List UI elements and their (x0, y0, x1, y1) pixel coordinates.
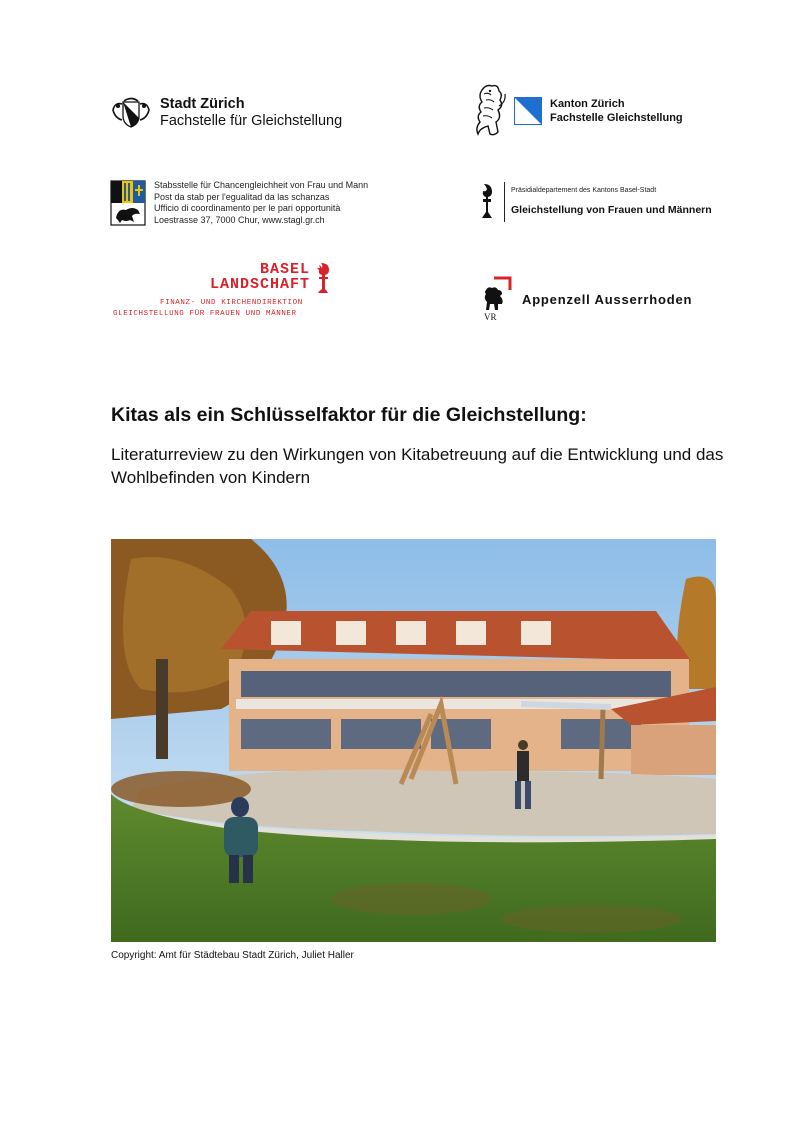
logo-basel-landschaft (112, 262, 332, 322)
logo-stadt-zuerich (110, 96, 342, 130)
basel-stadt-divider (504, 182, 505, 222)
logo-graubuenden (110, 180, 368, 226)
logo-appenzell-ausserrhoden (480, 276, 692, 322)
basel-stadt-office: Gleichstellung von Frauen und Männern (511, 204, 712, 216)
page-subtitle: Literaturreview zu den Wirkungen von Kitabetreuung auf die Entwicklung und das Wohlbefinden von Kindern (111, 445, 724, 487)
kanton-zuerich-flag-icon (514, 97, 542, 125)
graubuenden-coat-of-arms-icon (110, 180, 146, 226)
graubuenden-line-1: Stabsstelle für Chancengleichheit von Frau und Mann (154, 180, 369, 190)
photo-caption: Copyright: Amt für Städtebau Stadt Zürich, Juliet Haller (111, 950, 354, 961)
basel-landschaft-sub1: FINANZ- UND KIRCHENDIREKTION (160, 299, 303, 307)
basel-landschaft-sub2: GLEICHSTELLUNG FÜR FRAUEN UND MÄNNER (113, 310, 297, 318)
logo-kanton-zuerich (472, 82, 683, 140)
graubuenden-line-4: Loestrasse 37, 7000 Chur, www.stagl.gr.ch (154, 214, 325, 225)
stadt-zuerich-name: Stadt Zürich (160, 96, 245, 112)
zurich-coat-of-arms-icon (110, 96, 152, 130)
basel-staff-icon (478, 182, 496, 222)
kita-building-playground-image (111, 539, 716, 942)
kita-photo (111, 539, 716, 942)
appenzell-emblem-letters: VR (484, 312, 497, 322)
appenzell-bear-icon (480, 276, 512, 322)
basel-landschaft-line2: LANDSCHAFT (209, 276, 310, 293)
logo-basel-stadt (478, 182, 712, 222)
graubuenden-line-2: Post da stab per l'egualitad da las schanzas (154, 191, 330, 202)
stadt-zuerich-sub: Fachstelle für Gleichstellung (160, 113, 343, 129)
basel-landschaft-line1: BASEL (259, 261, 310, 278)
basel-stadt-department: Präsidialdepartement des Kantons Basel-Stadt (511, 187, 657, 194)
appenzell-name: Appenzell Ausserrhoden (522, 291, 693, 307)
graubuenden-line-3: Ufficio di coordinamento per le pari opportunità (154, 203, 341, 213)
page-title: Kitas als ein Schlüsselfaktor für die Gleichstellung: (111, 404, 587, 426)
lion-icon (472, 82, 508, 140)
basel-landschaft-staff-icon (314, 262, 332, 294)
kanton-zuerich-line2: Fachstelle Gleichstellung (550, 112, 683, 124)
kanton-zuerich-line1: Kanton Zürich (550, 98, 625, 110)
